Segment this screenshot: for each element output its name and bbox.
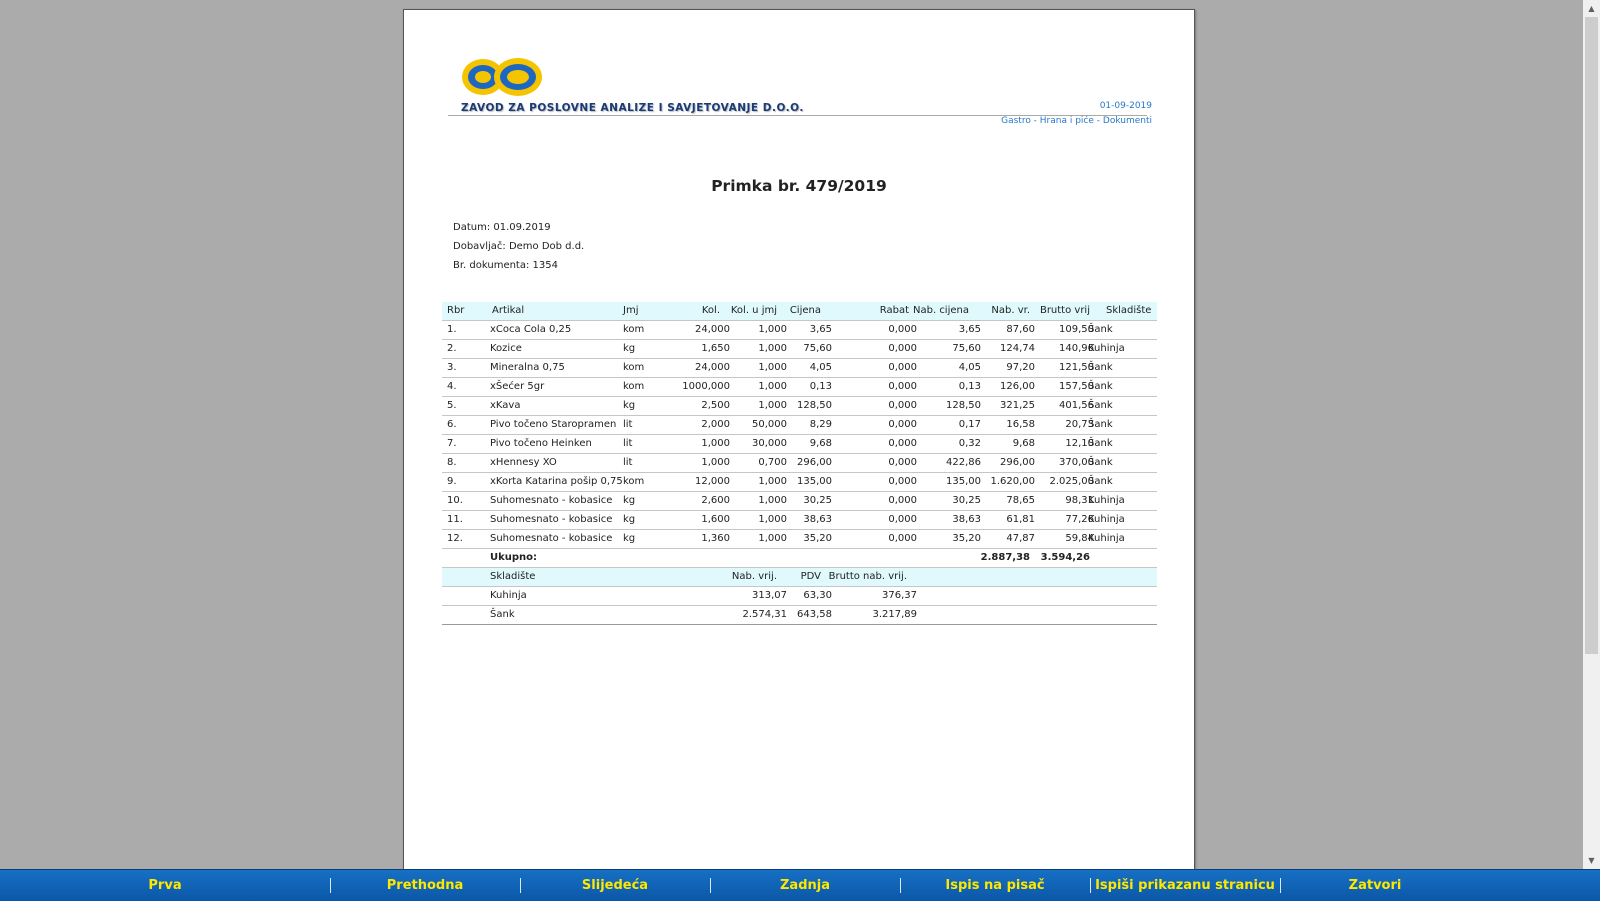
cell-kol: 1,650 xyxy=(701,343,730,354)
col-header-kol: Kol. xyxy=(701,305,720,316)
cell-nab-vr: 47,87 xyxy=(1006,533,1035,544)
next-page-button[interactable]: Slijedeća xyxy=(581,878,649,893)
cell-kol-u-jmj: 30,000 xyxy=(752,438,787,449)
summary-header-brutto-nab-vrij: Brutto nab. vrij. xyxy=(828,571,907,582)
company-logo-icon xyxy=(460,55,546,99)
cell-skladiste: Šank xyxy=(1088,457,1113,468)
cell-cijena: 30,25 xyxy=(803,495,832,506)
cell-nab-cijena: 422,86 xyxy=(946,457,981,468)
document-supplier: Dobavljač: Demo Dob d.d. xyxy=(453,241,585,252)
cell-rbr: 4. xyxy=(447,381,457,392)
table-row xyxy=(442,321,1157,340)
cell-rabat: 0,000 xyxy=(888,457,917,468)
cell-nab-cijena: 75,60 xyxy=(952,343,981,354)
cell-brutto-vrij: 59,84 xyxy=(1065,533,1094,544)
header-date: 01-09-2019 xyxy=(1099,101,1152,111)
table-row xyxy=(442,435,1157,454)
cell-rabat: 0,000 xyxy=(888,343,917,354)
totals-brutto-vrij: 3.594,26 xyxy=(1040,552,1090,563)
cell-skladiste: Šank xyxy=(1088,381,1113,392)
cell-nab-vr: 296,00 xyxy=(1000,457,1035,468)
cell-artikal: xŠećer 5gr xyxy=(490,381,545,392)
cell-rabat: 0,000 xyxy=(888,400,917,411)
cell-kol-u-jmj: 1,000 xyxy=(758,381,787,392)
cell-rbr: 8. xyxy=(447,457,457,468)
cell-cijena: 135,00 xyxy=(797,476,832,487)
cell-nab-cijena: 3,65 xyxy=(958,324,981,335)
cell-cijena: 38,63 xyxy=(803,514,832,525)
cell-jmj: kom xyxy=(623,476,645,487)
cell-artikal: xHennesy XO xyxy=(490,457,557,468)
cell-nab-vr: 87,60 xyxy=(1006,324,1035,335)
cell-nab-vr: 61,81 xyxy=(1006,514,1035,525)
cell-nab-vr: 1.620,00 xyxy=(990,476,1035,487)
cell-kol: 24,000 xyxy=(695,324,730,335)
cell-kol-u-jmj: 50,000 xyxy=(752,419,787,430)
cell-rbr: 1. xyxy=(447,324,457,335)
col-header-kol-u-jmj: Kol. u jmj xyxy=(730,305,777,316)
cell-jmj: kg xyxy=(623,514,636,525)
cell-jmj: lit xyxy=(623,438,633,449)
cell-rbr: 3. xyxy=(447,362,457,373)
cell-nab-cijena: 35,20 xyxy=(952,533,981,544)
summary-cell-pdv: 643,58 xyxy=(797,609,832,620)
cell-rabat: 0,000 xyxy=(888,438,917,449)
cell-skladiste: Kuhinja xyxy=(1088,533,1125,544)
cell-rbr: 11. xyxy=(447,514,463,525)
cell-rabat: 0,000 xyxy=(888,362,917,373)
cell-rabat: 0,000 xyxy=(888,476,917,487)
cell-kol-u-jmj: 1,000 xyxy=(758,362,787,373)
cell-rabat: 0,000 xyxy=(888,514,917,525)
col-header-nab-vr: Nab. vr. xyxy=(991,305,1030,316)
cell-nab-cijena: 0,32 xyxy=(958,438,981,449)
col-header-nab-cijena: Nab. cijena xyxy=(913,305,969,316)
cell-artikal: Pivo točeno Heinken xyxy=(490,438,592,449)
table-row xyxy=(442,378,1157,397)
table-header-row xyxy=(442,302,1157,321)
items-table xyxy=(442,302,1157,625)
cell-cijena: 8,29 xyxy=(809,419,832,430)
cell-nab-vr: 78,65 xyxy=(1006,495,1035,506)
cell-rabat: 0,000 xyxy=(888,381,917,392)
cell-skladiste: Kuhinja xyxy=(1088,495,1125,506)
cell-brutto-vrij: 98,31 xyxy=(1065,495,1094,506)
previous-page-button[interactable]: Prethodna xyxy=(386,878,464,893)
cell-nab-cijena: 0,17 xyxy=(958,419,981,430)
cell-jmj: lit xyxy=(623,457,633,468)
cell-cijena: 4,05 xyxy=(809,362,832,373)
cell-brutto-vrij: 20,73 xyxy=(1065,419,1094,430)
cell-cijena: 296,00 xyxy=(797,457,832,468)
cell-nab-vr: 97,20 xyxy=(1006,362,1035,373)
navigation-bar xyxy=(0,869,1600,901)
close-button[interactable]: Zatvori xyxy=(1348,878,1402,893)
document-title: Primka br. 479/2019 xyxy=(711,177,887,195)
cell-kol: 12,000 xyxy=(695,476,730,487)
cell-kol-u-jmj: 0,700 xyxy=(758,457,787,468)
cell-artikal: Mineralna 0,75 xyxy=(490,362,565,373)
cell-kol-u-jmj: 1,000 xyxy=(758,476,787,487)
summary-cell-nab-vrij: 313,07 xyxy=(752,590,787,601)
cell-kol-u-jmj: 1,000 xyxy=(758,495,787,506)
summary-header-nab-vrij: Nab. vrij. xyxy=(731,571,777,582)
cell-skladiste: Šank xyxy=(1088,476,1113,487)
cell-brutto-vrij: 157,50 xyxy=(1059,381,1094,392)
totals-row xyxy=(442,549,1157,568)
print-current-page-button[interactable]: Ispiši prikazanu stranicu xyxy=(1095,878,1275,893)
cell-skladiste: Šank xyxy=(1088,400,1113,411)
col-header-skladiste: Skladište xyxy=(1106,305,1152,316)
cell-kol: 1,600 xyxy=(701,514,730,525)
scroll-down-arrow-icon[interactable]: ▼ xyxy=(1588,856,1595,865)
cell-jmj: kom xyxy=(623,381,645,392)
col-header-artikal: Artikal xyxy=(492,305,525,316)
cell-kol: 2,000 xyxy=(701,419,730,430)
cell-skladiste: Kuhinja xyxy=(1088,514,1125,525)
cell-skladiste: Šank xyxy=(1088,419,1113,430)
cell-brutto-vrij: 2.025,00 xyxy=(1049,476,1094,487)
cell-rbr: 9. xyxy=(447,476,457,487)
cell-cijena: 35,20 xyxy=(803,533,832,544)
col-header-rbr: Rbr xyxy=(447,305,465,316)
table-row xyxy=(442,454,1157,473)
cell-nab-vr: 126,00 xyxy=(1000,381,1035,392)
cell-artikal: Kozice xyxy=(490,343,522,354)
cell-rabat: 0,000 xyxy=(888,419,917,430)
cell-artikal: Suhomesnato - kobasice xyxy=(490,495,613,506)
cell-rbr: 10. xyxy=(447,495,463,506)
cell-rbr: 5. xyxy=(447,400,457,411)
cell-cijena: 3,65 xyxy=(809,324,832,335)
cell-artikal: xCoca Cola 0,25 xyxy=(490,324,572,335)
cell-nab-vr: 9,68 xyxy=(1012,438,1035,449)
cell-brutto-vrij: 140,96 xyxy=(1059,343,1094,354)
cell-kol: 1,000 xyxy=(701,438,730,449)
table-row xyxy=(442,530,1157,549)
table-row xyxy=(442,416,1157,435)
summary-row xyxy=(442,606,1157,625)
cell-cijena: 0,13 xyxy=(809,381,832,392)
table-row xyxy=(442,359,1157,378)
table-row xyxy=(442,397,1157,416)
vertical-scrollbar[interactable] xyxy=(1583,0,1600,869)
header-section: Gastro - Hrana i piće - Dokumenti xyxy=(1001,116,1152,126)
cell-rbr: 7. xyxy=(447,438,457,449)
cell-artikal: xKorta Katarina pošip 0,75 xyxy=(490,476,623,487)
cell-jmj: kg xyxy=(623,343,636,354)
cell-rbr: 12. xyxy=(447,533,463,544)
cell-rbr: 6. xyxy=(447,419,457,430)
document-number: Br. dokumenta: 1354 xyxy=(453,260,558,271)
cell-skladiste: Šank xyxy=(1088,324,1113,335)
cell-brutto-vrij: 401,56 xyxy=(1059,400,1094,411)
cell-artikal: Pivo točeno Staropramen xyxy=(490,419,617,430)
col-header-cijena: Cijena xyxy=(789,305,821,316)
col-header-brutto-vrij: Brutto vrij xyxy=(1039,305,1090,316)
cell-kol: 1,360 xyxy=(701,533,730,544)
cell-skladiste: Šank xyxy=(1088,362,1113,373)
cell-brutto-vrij: 121,50 xyxy=(1059,362,1094,373)
cell-skladiste: Šank xyxy=(1088,438,1113,449)
cell-skladiste: Kuhinja xyxy=(1088,343,1125,354)
summary-cell-brutto-nab-vrij: 3.217,89 xyxy=(872,609,917,620)
cell-artikal: Suhomesnato - kobasice xyxy=(490,514,613,525)
cell-nab-vr: 124,74 xyxy=(1000,343,1035,354)
col-header-jmj: Jmj xyxy=(623,305,639,316)
cell-brutto-vrij: 77,26 xyxy=(1065,514,1094,525)
cell-artikal: xKava xyxy=(490,400,521,411)
cell-kol-u-jmj: 1,000 xyxy=(758,324,787,335)
scrollbar-thumb[interactable] xyxy=(1585,17,1598,654)
table-row xyxy=(442,473,1157,492)
cell-nab-cijena: 38,63 xyxy=(952,514,981,525)
summary-cell-brutto-nab-vrij: 376,37 xyxy=(882,590,917,601)
cell-artikal: Suhomesnato - kobasice xyxy=(490,533,613,544)
table-row xyxy=(442,340,1157,359)
print-button[interactable]: Ispis na pisač xyxy=(945,878,1045,893)
cell-jmj: lit xyxy=(623,419,633,430)
cell-jmj: kom xyxy=(623,324,645,335)
summary-cell-skladiste: Kuhinja xyxy=(490,590,527,601)
cell-cijena: 75,60 xyxy=(803,343,832,354)
cell-nab-cijena: 128,50 xyxy=(946,400,981,411)
cell-kol-u-jmj: 1,000 xyxy=(758,400,787,411)
totals-label: Ukupno: xyxy=(490,552,538,563)
cell-rabat: 0,000 xyxy=(888,324,917,335)
cell-cijena: 128,50 xyxy=(797,400,832,411)
cell-cijena: 9,68 xyxy=(809,438,832,449)
summary-row xyxy=(442,587,1157,606)
cell-kol-u-jmj: 1,000 xyxy=(758,514,787,525)
cell-rbr: 2. xyxy=(447,343,457,354)
cell-jmj: kg xyxy=(623,495,636,506)
cell-nab-cijena: 0,13 xyxy=(958,381,981,392)
first-page-button[interactable]: Prva xyxy=(148,878,182,893)
scroll-up-arrow-icon[interactable]: ▲ xyxy=(1588,4,1595,13)
cell-brutto-vrij: 109,50 xyxy=(1059,324,1094,335)
table-row xyxy=(442,511,1157,530)
cell-rabat: 0,000 xyxy=(888,495,917,506)
cell-jmj: kg xyxy=(623,400,636,411)
summary-cell-skladiste: Šank xyxy=(490,609,515,620)
cell-jmj: kom xyxy=(623,362,645,373)
cell-kol: 1000,000 xyxy=(682,381,730,392)
col-header-rabat: Rabat xyxy=(879,305,909,316)
cell-brutto-vrij: 12,10 xyxy=(1065,438,1094,449)
totals-nab-vr: 2.887,38 xyxy=(980,552,1030,563)
summary-cell-nab-vrij: 2.574,31 xyxy=(742,609,787,620)
summary-cell-pdv: 63,30 xyxy=(803,590,832,601)
cell-kol: 2,600 xyxy=(701,495,730,506)
cell-kol: 1,000 xyxy=(701,457,730,468)
cell-kol-u-jmj: 1,000 xyxy=(758,343,787,354)
cell-brutto-vrij: 370,00 xyxy=(1059,457,1094,468)
cell-nab-vr: 16,58 xyxy=(1006,419,1035,430)
cell-kol: 2,500 xyxy=(701,400,730,411)
cell-jmj: kg xyxy=(623,533,636,544)
summary-header-row xyxy=(442,568,1157,587)
cell-kol-u-jmj: 1,000 xyxy=(758,533,787,544)
cell-rabat: 0,000 xyxy=(888,533,917,544)
last-page-button[interactable]: Zadnja xyxy=(780,878,830,893)
cell-nab-vr: 321,25 xyxy=(1000,400,1035,411)
table-row xyxy=(442,492,1157,511)
summary-header-skladiste: Skladište xyxy=(490,571,536,582)
company-name: ZAVOD ZA POSLOVNE ANALIZE I SAVJETOVANJE D.O.O. xyxy=(461,102,804,114)
cell-nab-cijena: 4,05 xyxy=(958,362,981,373)
cell-nab-cijena: 135,00 xyxy=(946,476,981,487)
cell-kol: 24,000 xyxy=(695,362,730,373)
document-date: Datum: 01.09.2019 xyxy=(453,222,551,233)
report-page xyxy=(403,9,1195,869)
summary-header-pdv: PDV xyxy=(800,571,821,582)
cell-nab-cijena: 30,25 xyxy=(952,495,981,506)
